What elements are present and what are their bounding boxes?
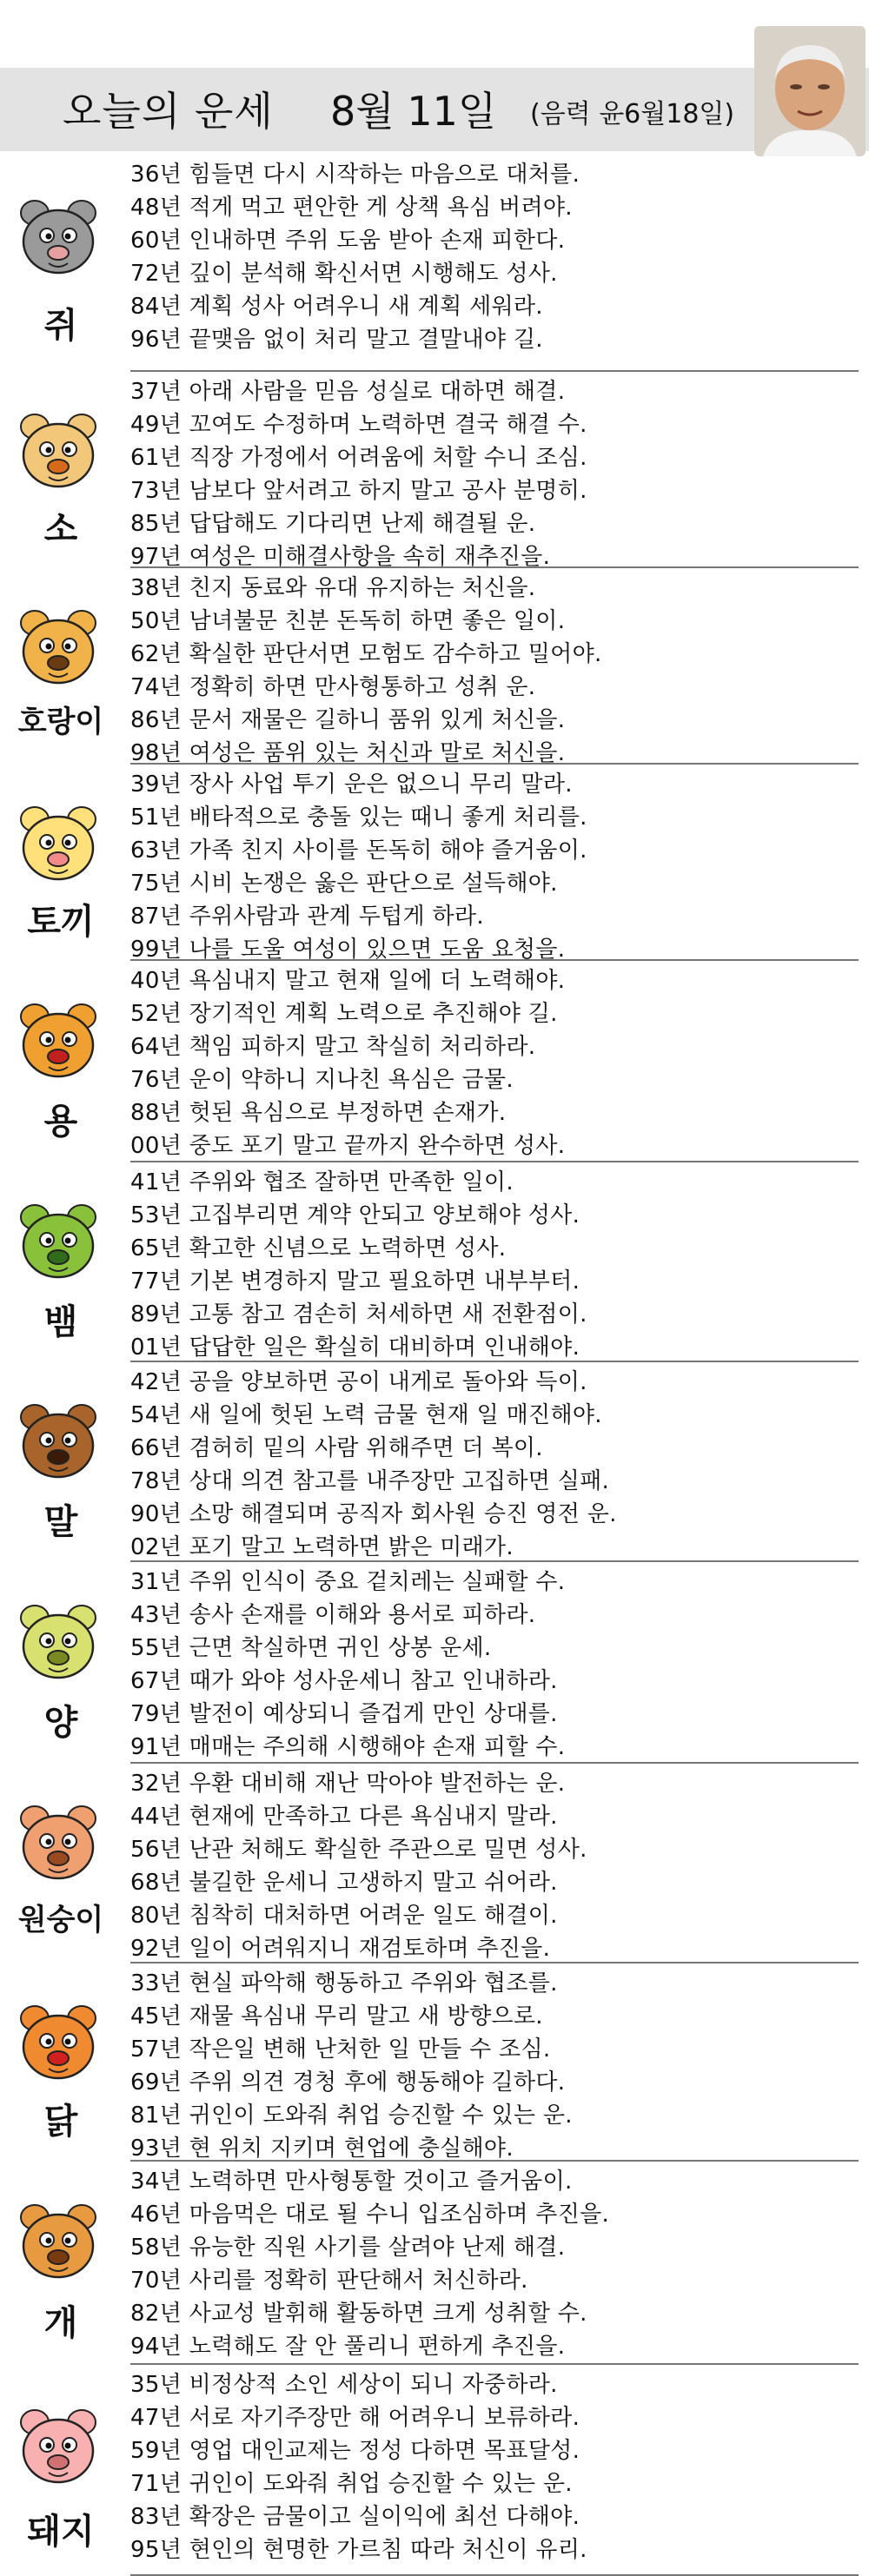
fortune-line: 84년 계획 성사 어려우니 새 계획 세워라. <box>130 294 543 320</box>
fortune-line: 49년 꼬여도 수정하며 노력하면 결국 해결 수. <box>130 412 587 438</box>
fortune-lines <box>130 2368 860 2566</box>
fortune-line: 93년 현 위치 지키며 현업에 충실해야. <box>130 2136 514 2162</box>
fortune-line: 40년 욕심내지 말고 현재 일에 더 노력해야. <box>130 968 566 994</box>
fortune-line: 53년 고집부리면 계약 안되고 양보해야 성사. <box>130 1202 580 1228</box>
fortune-lines <box>130 1166 860 1364</box>
fortune-line: 91년 매매는 주의해 시행해야 손재 피할 수. <box>130 1734 566 1760</box>
snake-icon <box>10 1198 106 1294</box>
zodiac-section <box>0 155 869 372</box>
fortune-line: 79년 발전이 예상되니 즐겁게 만인 상대를. <box>130 1701 558 1727</box>
zodiac-section <box>0 1963 869 2162</box>
zodiac-section <box>0 1362 869 1562</box>
author-portrait <box>754 26 866 156</box>
fortune-lines <box>130 572 860 770</box>
zodiac-name: 뱀 <box>43 1302 78 1342</box>
fortune-lines <box>130 768 860 966</box>
fortune-lines <box>130 1967 860 2165</box>
fortune-line: 42년 공을 양보하면 공이 내게로 돌아와 득이. <box>130 1369 587 1395</box>
fortune-line: 44년 현재에 만족하고 다른 욕심내지 말라. <box>130 1804 558 1830</box>
fortune-line: 31년 주위 인식이 중요 겉치레는 실패할 수. <box>130 1569 566 1595</box>
monkey-icon <box>10 1799 106 1895</box>
fortune-line: 62년 확실한 판단서면 모험도 감수하고 밀어야. <box>130 641 602 667</box>
zodiac-name: 원숭이 <box>17 1903 104 1937</box>
zodiac-name: 말 <box>43 1502 78 1542</box>
fortune-line: 43년 송사 손재를 이해와 용서로 피하라. <box>130 1602 536 1628</box>
fortune-line: 59년 영업 대인교제는 정성 다하면 목표달성. <box>130 2438 580 2464</box>
fortune-line: 47년 서로 자기주장만 해 어려우니 보류하라. <box>130 2405 580 2431</box>
fortune-line: 64년 책임 피하지 말고 착실히 처리하라. <box>130 1034 536 1060</box>
fortune-line: 58년 유능한 직원 사기를 살려야 난제 해결. <box>130 2235 566 2261</box>
fortune-line: 41년 주위와 협조 잘하면 만족한 일이. <box>130 1169 514 1195</box>
fortune-line: 76년 운이 약하니 지나친 욕심은 금물. <box>130 1067 514 1093</box>
fortune-line: 87년 주위사람과 관계 두텁게 하라. <box>130 904 484 930</box>
zodiac-name: 용 <box>43 1102 78 1142</box>
fortune-line: 45년 재물 욕심내 무리 말고 새 방향으로. <box>130 2003 543 2030</box>
zodiac-name: 돼지 <box>27 2512 95 2552</box>
title-date: 8월 11일 <box>330 88 497 135</box>
fortune-line: 66년 겸허히 밑의 사람 위해주면 더 복이. <box>130 1435 543 1461</box>
fortune-line: 01년 답답한 일은 확실히 대비하며 인내해야. <box>130 1334 580 1361</box>
fortune-line: 82년 사교성 발휘해 활동하면 크게 성취할 수. <box>130 2301 587 2327</box>
fortune-line: 33년 현실 파악해 행동하고 주위와 협조를. <box>130 1970 558 1997</box>
fortune-line: 73년 남보다 앞서려고 하지 말고 공사 분명히. <box>130 478 587 504</box>
fortune-line: 85년 답답해도 기다리면 난제 해결될 운. <box>130 511 536 537</box>
fortune-line: 36년 힘들면 다시 시작하는 마음으로 대처를. <box>130 162 580 188</box>
tiger-icon <box>10 604 106 699</box>
fortune-line: 39년 장사 사업 투기 운은 없으니 무리 말라. <box>130 771 573 798</box>
fortune-line: 80년 침착히 대처하면 어려운 일도 해결이. <box>130 1903 558 1929</box>
fortune-line: 65년 확고한 신념으로 노력하면 성사. <box>130 1235 507 1262</box>
fortune-line: 90년 소망 해결되며 공직자 회사원 승진 영전 운. <box>130 1501 617 1527</box>
fortune-line: 00년 중도 포기 말고 끝까지 완수하면 성사. <box>130 1133 566 1159</box>
fortune-line: 50년 남녀불문 친분 돈독히 하면 좋은 일이. <box>130 608 566 634</box>
page-title: 오늘의 운세 <box>63 88 274 135</box>
fortune-line: 52년 장기적인 계획 노력으로 추진해야 길. <box>130 1001 558 1027</box>
fortune-line: 70년 사리를 정확히 판단해서 처신하라. <box>130 2268 528 2294</box>
zodiac-name: 닭 <box>43 2102 78 2142</box>
fortune-line: 81년 귀인이 도와줘 취업 승진할 수 있는 운. <box>130 2103 573 2129</box>
fortune-line: 57년 작은일 변해 난처한 일 만들 수 조심. <box>130 2036 551 2063</box>
zodiac-section <box>0 1764 869 1963</box>
fortune-line: 96년 끝맺음 없이 처리 말고 결말내야 길. <box>130 327 543 353</box>
fortune-line: 63년 가족 친지 사이를 돈독히 해야 즐거움이. <box>130 838 587 864</box>
horse-icon <box>10 1398 106 1493</box>
fortune-line: 56년 난관 처해도 확실한 주관으로 밀면 성사. <box>130 1837 587 1863</box>
fortune-line: 98년 여성은 품위 있는 처신과 말로 처신을. <box>130 740 566 766</box>
zodiac-section <box>0 961 869 1162</box>
zodiac-name: 토끼 <box>27 902 95 942</box>
fortune-line: 92년 일이 어려워지니 재검토하며 추진을. <box>130 1936 551 1962</box>
zodiac-section <box>0 765 869 961</box>
fortune-line: 94년 노력해도 잘 안 풀리니 편하게 추진을. <box>130 2334 566 2360</box>
rabbit-icon <box>10 800 106 896</box>
pig-icon <box>10 2403 106 2499</box>
fortune-line: 32년 우환 대비해 재난 막아야 발전하는 운. <box>130 1771 566 1797</box>
fortune-line: 54년 새 일에 헛된 노력 금물 현재 일 매진해야. <box>130 1402 602 1428</box>
fortune-line: 55년 근면 착실하면 귀인 상봉 운세. <box>130 1635 492 1661</box>
fortune-line: 86년 문서 재물은 길하니 품위 있게 처신을. <box>130 707 566 733</box>
fortune-line: 60년 인내하면 주위 도움 받아 손재 피한다. <box>130 228 566 254</box>
fortune-line: 02년 포기 말고 노력하면 밝은 미래가. <box>130 1534 514 1560</box>
fortune-lines <box>130 1566 860 1764</box>
fortune-lines <box>130 2165 860 2363</box>
sheep-icon <box>10 1599 106 1694</box>
fortune-line: 67년 때가 와야 성사운세니 참고 인내하라. <box>130 1668 558 1694</box>
ox-icon <box>10 407 106 503</box>
fortune-lines <box>130 1366 860 1564</box>
zodiac-section <box>0 2162 869 2365</box>
fortune-line: 48년 적게 먹고 편안한 게 상책 욕심 버려야. <box>130 195 573 221</box>
zodiac-name: 호랑이 <box>17 705 104 739</box>
fortune-line: 74년 정확히 하면 만사형통하고 성취 운. <box>130 674 536 700</box>
fortune-line: 78년 상대 의견 참고를 내주장만 고집하면 실패. <box>130 1468 610 1494</box>
fortune-line: 88년 헛된 욕심으로 부정하면 손재가. <box>130 1100 507 1126</box>
fortune-line: 71년 귀인이 도와줘 취업 승진할 수 있는 운. <box>130 2471 573 2497</box>
fortune-line: 68년 불길한 운세니 고생하지 말고 쉬어라. <box>130 1870 558 1896</box>
fortune-line: 72년 깊이 분석해 확신서면 시행해도 성사. <box>130 261 558 287</box>
fortune-lines <box>130 1767 860 1965</box>
fortune-line: 51년 배타적으로 충돌 있는 때니 좋게 처리를. <box>130 805 587 831</box>
fortune-line: 37년 아래 사람을 믿음 성실로 대하면 해결. <box>130 379 566 405</box>
fortune-line: 77년 기본 변경하지 말고 필요하면 내부부터. <box>130 1268 580 1295</box>
dog-icon <box>10 2198 106 2294</box>
fortune-lines <box>130 375 860 573</box>
zodiac-name: 소 <box>43 509 78 549</box>
fortune-line: 35년 비정상적 소인 세상이 되니 자중하라. <box>130 2372 558 2398</box>
zodiac-section <box>0 1562 869 1764</box>
fortune-line: 38년 친지 동료와 유대 유지하는 처신을. <box>130 575 536 601</box>
fortune-line: 34년 노력하면 만사형통할 것이고 즐거움이. <box>130 2169 573 2195</box>
fortune-line: 95년 현인의 현명한 가르침 따라 처신이 유리. <box>130 2537 587 2563</box>
zodiac-name: 개 <box>43 2303 78 2343</box>
fortune-lines <box>130 158 860 356</box>
rooster-icon <box>10 1999 106 2095</box>
dragon-icon <box>10 997 106 1093</box>
fortune-line: 69년 주위 의견 경청 후에 행동해야 길하다. <box>130 2069 566 2096</box>
zodiac-section <box>0 2365 869 2576</box>
fortune-line: 61년 직장 가정에서 어려움에 처할 수니 조심. <box>130 445 587 471</box>
fortune-line: 83년 확장은 금물이고 실이익에 최선 다해야. <box>130 2504 580 2530</box>
zodiac-section <box>0 372 869 568</box>
fortune-line: 75년 시비 논쟁은 옳은 판단으로 설득해야. <box>130 871 558 897</box>
zodiac-name: 양 <box>43 1703 78 1743</box>
lunar-date: (음력 윤6월18일) <box>530 99 735 129</box>
fortune-line: 89년 고통 참고 겸손히 처세하면 새 전환점이. <box>130 1301 587 1328</box>
fortune-line: 97년 여성은 미해결사항을 속히 재추진을. <box>130 544 551 570</box>
fortune-line: 46년 마음먹은 대로 될 수니 입조심하며 추진을. <box>130 2202 610 2228</box>
fortune-line: 99년 나를 도울 여성이 있으면 도움 요청을. <box>130 937 566 963</box>
zodiac-name: 쥐 <box>43 306 78 346</box>
rat-icon <box>10 194 106 289</box>
zodiac-section <box>0 568 869 765</box>
fortune-lines <box>130 964 860 1162</box>
zodiac-section <box>0 1162 869 1362</box>
